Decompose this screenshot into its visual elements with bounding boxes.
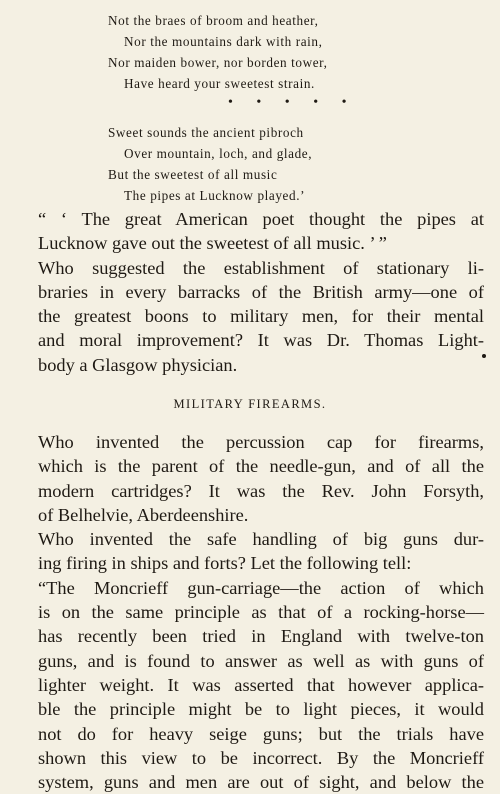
- poem-line: Sweet sounds the ancient pibroch: [108, 125, 304, 140]
- section-heading: MILITARY FIREARMS.: [173, 397, 327, 411]
- text-line: shown this view to be incorrect. By the Moncrieff: [38, 747, 484, 768]
- text-line: system, guns and men are out of sight, and below the: [38, 772, 484, 793]
- poem-stanza-2: [108, 122, 312, 206]
- paragraph-moncrieff: [16, 576, 484, 794]
- text-line: modern cartridges? It was the Rev. John Forsyth,: [38, 480, 484, 501]
- poem-line: But the sweetest of all music: [108, 167, 278, 182]
- text-line: Who invented the safe handling of big guns dur-: [38, 529, 484, 550]
- text-line: “The Moncrieff gun-carriage—the action of which: [38, 577, 484, 598]
- poem-line: The pipes at Lucknow played.’: [124, 188, 306, 203]
- text-line: ing firing in ships and forts? Let the following tell:: [38, 553, 412, 574]
- poem-line: Nor the mountains dark with rain,: [124, 34, 323, 49]
- poem-line: Not the braes of broom and heather,: [108, 13, 319, 28]
- text-line: guns, and is found to answer as well as with guns of: [38, 650, 484, 671]
- stray-mark: [482, 354, 486, 358]
- text-line: body a Glasgow physician.: [38, 354, 238, 375]
- paragraph-libraries: [16, 256, 484, 377]
- ellipsis-divider: • • • • •: [228, 95, 357, 110]
- paragraph-percussion-cap: [16, 430, 484, 527]
- paragraph-quote: [16, 207, 484, 256]
- text-line: lighter weight. It was asserted that however applica-: [38, 674, 484, 695]
- poem-stanza-1: [108, 10, 328, 94]
- text-line: which is the parent of the needle-gun, and of all the: [38, 456, 484, 477]
- text-line: the greatest boons to military men, for their mental: [38, 306, 484, 327]
- text-line: not do for heavy seige guns; but the trials have: [38, 723, 484, 744]
- text-line: Who suggested the establishment of stationary li-: [38, 257, 484, 278]
- text-line: braries in every barracks of the British army—one of: [38, 281, 484, 302]
- poem-line: Have heard your sweetest strain.: [124, 76, 315, 91]
- text-line: “ ‘ The great American poet thought the pipes at: [38, 209, 484, 229]
- text-line: and moral improvement? It was Dr. Thomas Light-: [38, 330, 484, 351]
- text-line: has recently been tried in England with twelve-ton: [38, 626, 484, 647]
- text-line: Lucknow gave out the sweetest of all music. ’ ”: [38, 233, 387, 254]
- text-line: ble the principle might be to light pieces, it would: [38, 699, 484, 720]
- text-line: is on the same principle as that of a rocking-horse—: [38, 602, 484, 623]
- text-line: Who invented the percussion cap for firearms,: [38, 432, 484, 452]
- paragraph-big-guns: [16, 527, 484, 576]
- prose-block-1: [16, 207, 484, 377]
- text-line: of Belhelvie, Aberdeenshire.: [38, 504, 249, 525]
- poem-line: Over mountain, loch, and glade,: [124, 146, 313, 161]
- poem-line: Nor maiden bower, nor borden tower,: [108, 55, 328, 70]
- prose-block-2: [16, 430, 484, 794]
